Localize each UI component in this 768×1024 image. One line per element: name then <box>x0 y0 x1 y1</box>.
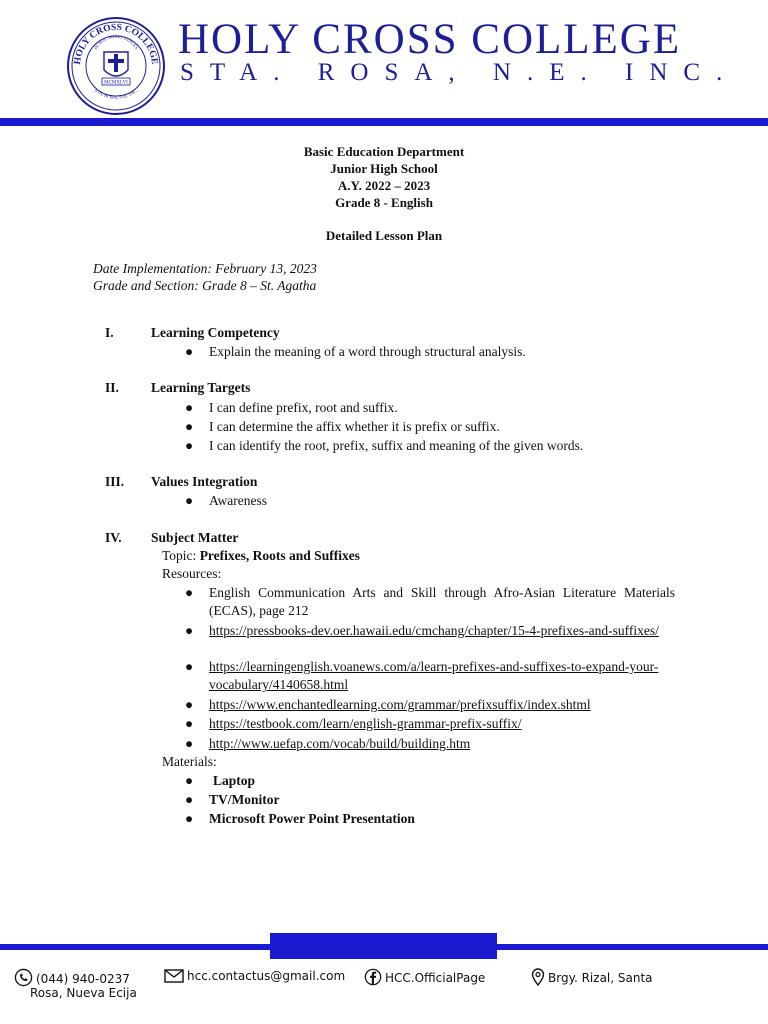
email-address[interactable]: hcc.contactus@gmail.com <box>187 969 346 983</box>
svg-text:MCMXLVI: MCMXLVI <box>104 80 128 86</box>
footer-accent-block <box>270 933 497 959</box>
resource-item: ● English Communication Arts and Skill through Afro-Asian Literature Materials (ECAS), page 212 <box>185 585 675 618</box>
department-heading <box>0 143 768 211</box>
location-pin-icon <box>531 968 545 986</box>
resource-link[interactable]: https://learningenglish.voanews.com/a/learn-prefixes-and-suffixes-to-expand-your-vocabulary/4140658.html <box>209 659 659 692</box>
section-heading <box>105 379 250 396</box>
mail-icon <box>164 968 184 984</box>
section-heading <box>105 529 238 546</box>
grade-subject-line: Grade 8 - English <box>335 195 433 210</box>
grade-section: Grade and Section: Grade 8 – St. Agatha <box>93 278 317 293</box>
material-item: ● Microsoft Power Point Presentation <box>185 811 415 826</box>
college-name: HOLY CROSS COLLEGE <box>178 16 682 63</box>
section-number: I. <box>105 325 114 340</box>
svg-text:STA. ROSA, N.E. INC.: STA. ROSA, N.E. INC. <box>92 88 140 101</box>
material-item: ● TV/Monitor <box>185 792 280 807</box>
resource-link-item: ● https://pressbooks-dev.oer.hawaii.edu/cmchang/chapter/15-4-prefixes-and-suffixes/ <box>185 623 659 638</box>
list-item: ● I can identify the root, prefix, suffix and meaning of the given words. <box>185 438 584 453</box>
section-heading <box>105 324 280 341</box>
school-level-line: Junior High School <box>330 161 438 176</box>
footer-address <box>531 968 653 986</box>
college-location: STA. ROSA, N.E. INC. <box>180 59 739 86</box>
footer-email <box>164 968 345 984</box>
section-title: Learning Targets <box>151 380 251 395</box>
address-line-2: Rosa, Nueva Ecija <box>30 986 137 1000</box>
phone-number: (044) 940-0237 <box>36 972 130 986</box>
resource-link[interactable]: https://testbook.com/learn/english-grammar-prefix-suffix/ <box>209 716 522 731</box>
material-item: ● Laptop <box>185 773 256 788</box>
resources-label: Resources: <box>162 566 222 581</box>
list-item: ● I can determine the affix whether it is prefix or suffix. <box>185 419 500 434</box>
section-heading <box>105 473 257 490</box>
svg-text:IN HOC SIGNO VINCES: IN HOC SIGNO VINCES <box>92 33 139 51</box>
section-number: III. <box>105 474 125 489</box>
list-item: ● I can define prefix, root and suffix. <box>185 400 398 415</box>
section-title: Values Integration <box>151 474 258 489</box>
resource-link[interactable]: https://www.enchantedlearning.com/grammar/prefixsuffix/index.shtml <box>209 697 591 712</box>
resource-link[interactable]: http://www.uefap.com/vocab/build/building.htm <box>209 736 471 751</box>
list-item: ● Explain the meaning of a word through structural analysis. <box>185 344 526 359</box>
address-line-1: Brgy. Rizal, Santa <box>548 971 653 985</box>
section-number: IV. <box>105 530 122 545</box>
facebook-page[interactable]: HCC.OfficialPage <box>385 971 486 985</box>
resource-link[interactable]: https://pressbooks-dev.oer.hawaii.edu/cmchang/chapter/15-4-prefixes-and-suffixes/ <box>209 623 659 638</box>
footer-facebook <box>364 968 485 986</box>
svg-text:HOLY CROSS COLLEGE: HOLY CROSS COLLEGE <box>72 22 160 66</box>
section-title: Subject Matter <box>151 530 239 545</box>
section-number: II. <box>105 380 119 395</box>
date-implementation: Date Implementation: February 13, 2023 <box>93 261 317 276</box>
resource-link-item: ● http://www.uefap.com/vocab/build/building.htm <box>185 736 471 751</box>
section-title: Learning Competency <box>151 325 280 340</box>
resource-link-item: ● https://testbook.com/learn/english-grammar-prefix-suffix/ <box>185 716 522 731</box>
resource-link-item: ● https://www.enchantedlearning.com/grammar/prefixsuffix/index.shtml <box>185 697 591 712</box>
department-line: Basic Education Department <box>303 144 465 159</box>
document-title: Detailed Lesson Plan <box>325 228 443 243</box>
college-seal-logo <box>66 16 166 116</box>
topic-line <box>162 547 360 564</box>
resource-link-item: ● https://learningenglish.voanews.com/a/learn-prefixes-and-suffixes-to-expand-your-vocabulary/4140658.html <box>185 659 659 692</box>
academic-year-line: A.Y. 2022 – 2023 <box>337 178 431 193</box>
list-item: ● Awareness <box>185 493 267 508</box>
facebook-icon <box>364 968 382 986</box>
topic-value: Prefixes, Roots and Suffixes <box>199 548 360 563</box>
topic-label: Topic: <box>162 548 197 563</box>
materials-label: Materials: <box>162 754 217 769</box>
header-divider-bar <box>0 118 768 126</box>
